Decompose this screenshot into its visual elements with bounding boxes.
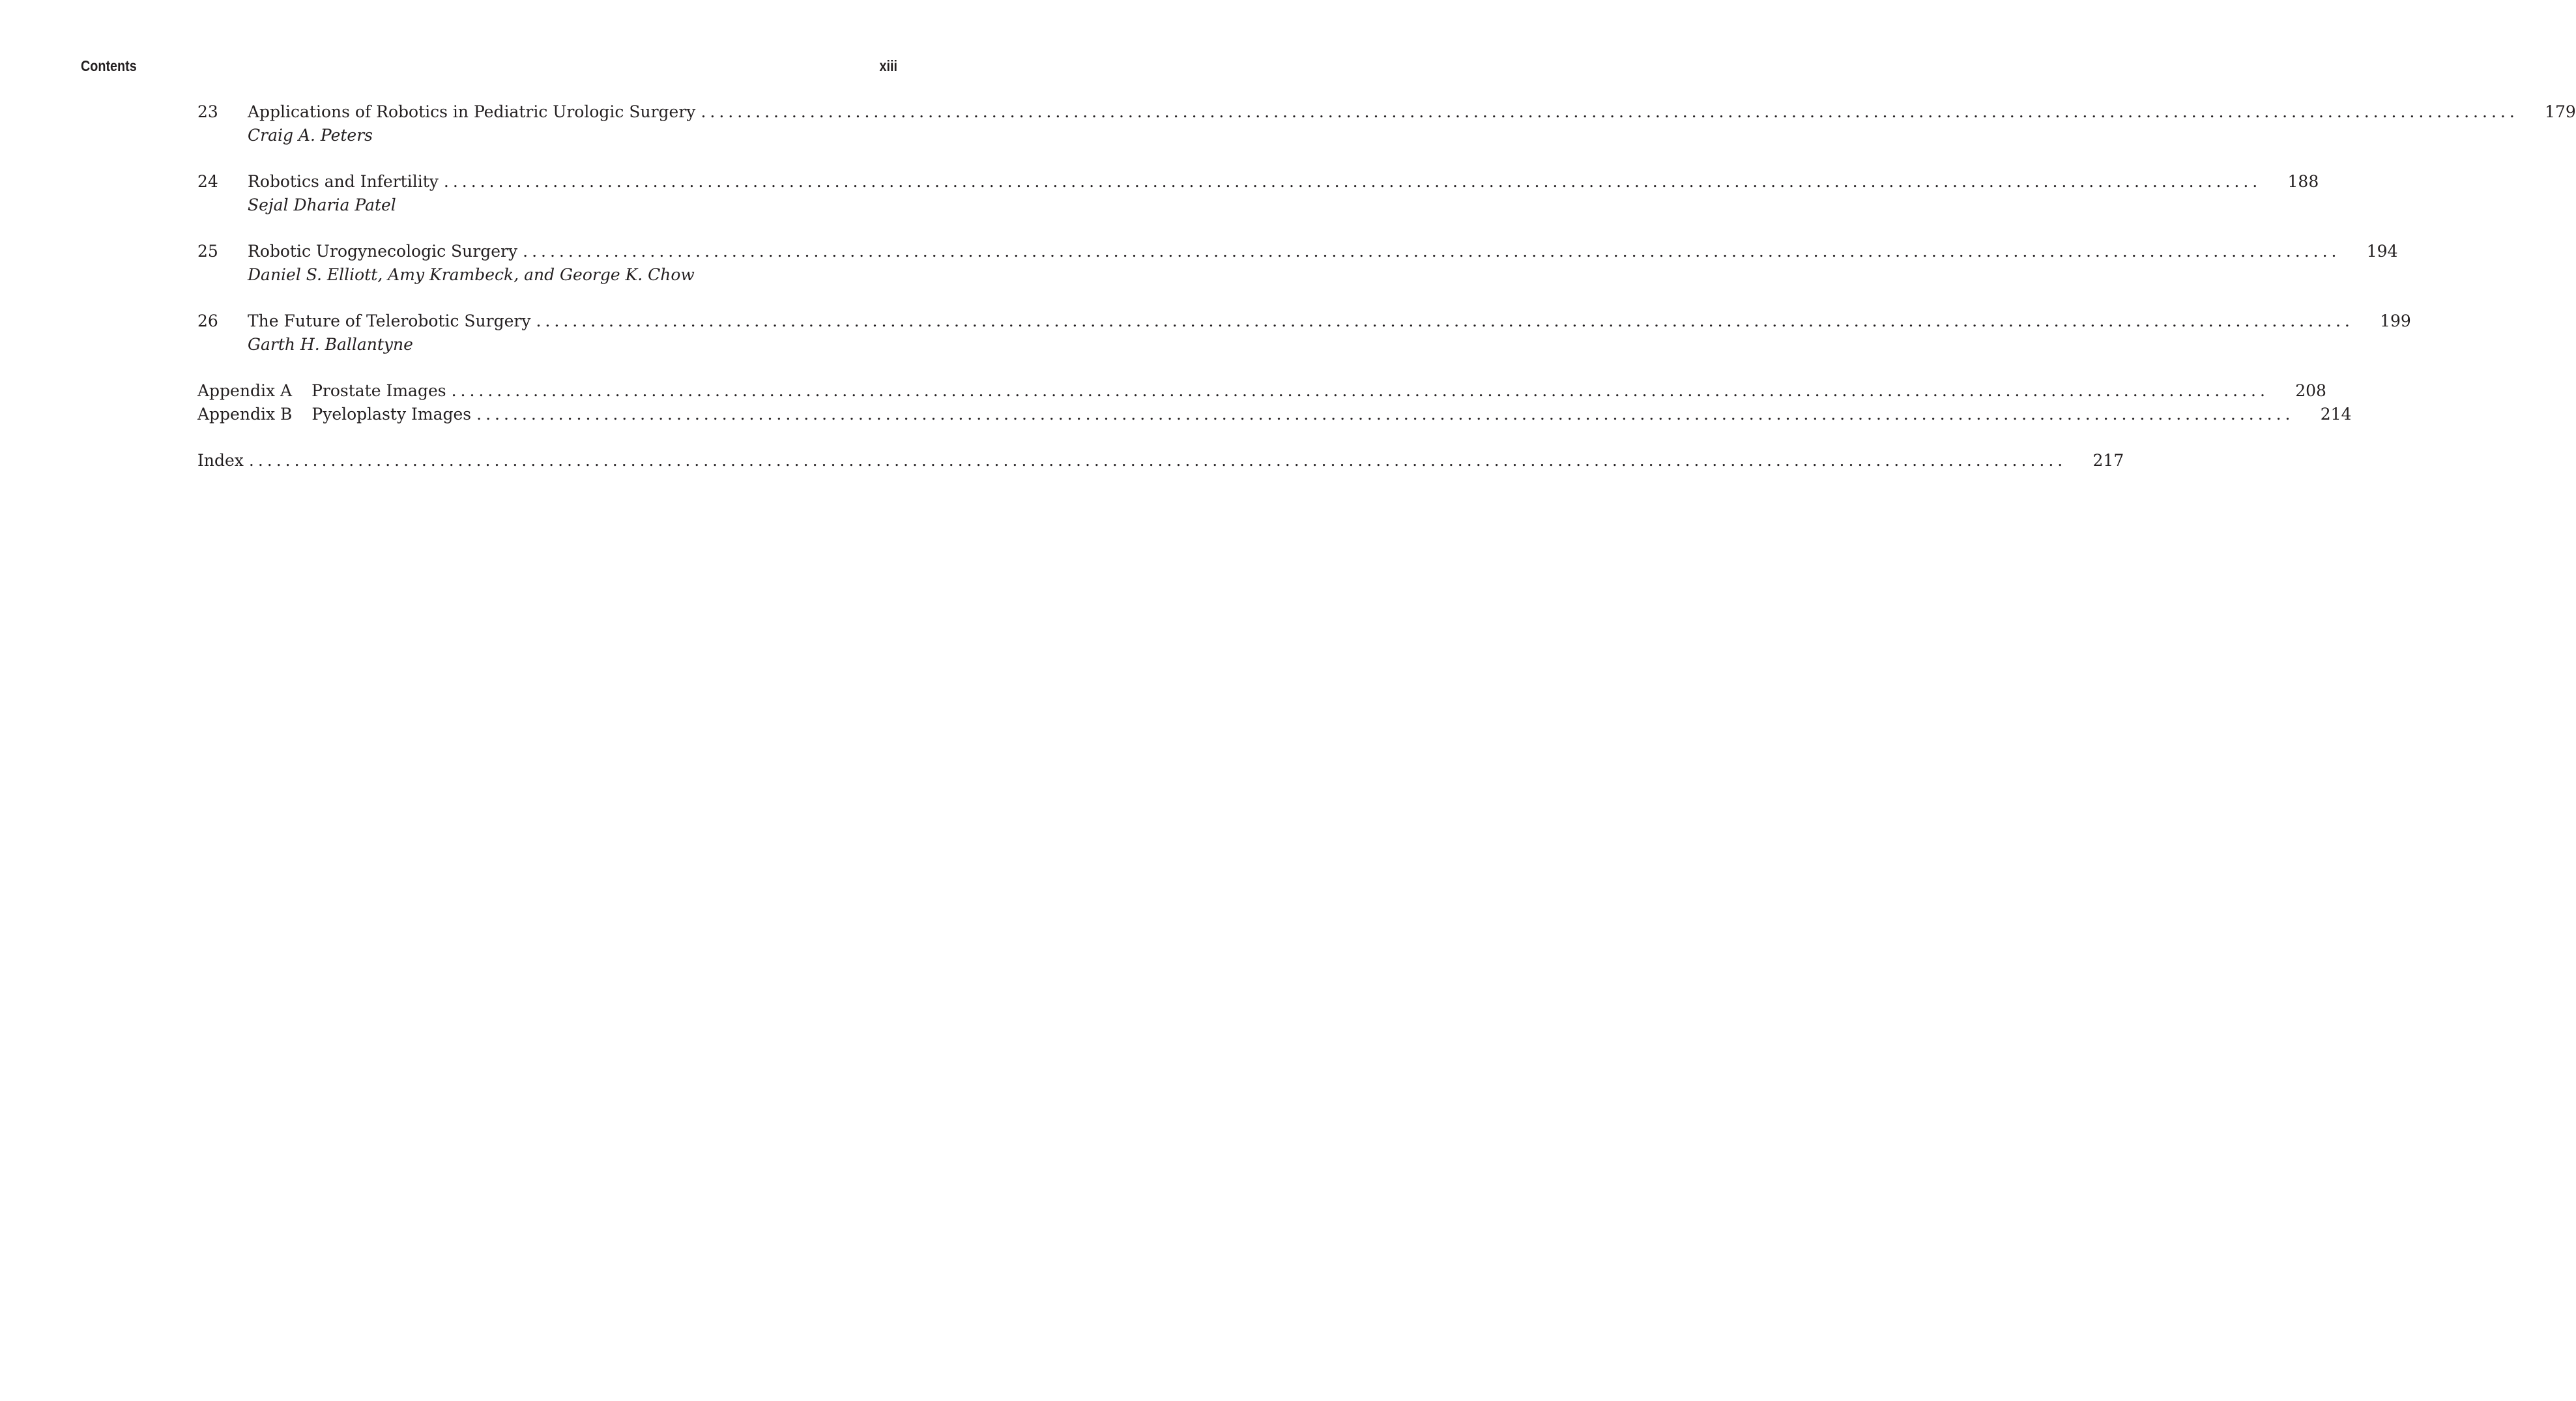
running-head-page-number: xiii	[879, 57, 898, 74]
toc-chapter-row[interactable]	[197, 100, 2576, 124]
index-title: Index	[197, 449, 249, 472]
chapter-number: 23	[197, 102, 218, 121]
chapter-page-number: 194	[2366, 242, 2398, 261]
dot-leader: ........................................................................................................................................................................................................	[536, 311, 2354, 330]
appendix-page-number: 214	[2320, 405, 2352, 424]
appendix-title: Prostate Images	[311, 379, 452, 403]
dot-leader: ........................................................................................................................................................................................................	[248, 451, 2067, 470]
appendix-title: Pyeloplasty Images	[311, 403, 476, 426]
chapter-page-number: 179	[2545, 102, 2576, 121]
chapter-authors: Garth H. Ballantyne	[248, 335, 413, 354]
dot-leader: ........................................................................................................................................................................................................	[701, 102, 2519, 121]
toc-appendix-row[interactable]	[197, 403, 2352, 426]
appendix-label: Appendix A	[197, 381, 293, 400]
toc-chapter-row[interactable]	[197, 170, 2319, 194]
table-of-contents	[197, 100, 2576, 472]
chapter-title: Applications of Robotics in Pediatric Urologic Surgery	[248, 100, 701, 124]
chapter-authors: Craig A. Peters	[248, 126, 373, 145]
dot-leader: ........................................................................................................................................................................................................	[443, 172, 2262, 191]
toc-chapter-entry	[197, 240, 2398, 287]
toc-chapter-row[interactable]	[197, 240, 2398, 263]
dot-leader: ........................................................................................................................................................................................................	[476, 405, 2294, 424]
chapter-page-number: 188	[2287, 172, 2319, 191]
toc-index-row[interactable]	[197, 449, 2124, 472]
chapter-page-number: 199	[2380, 311, 2411, 330]
chapter-authors: Sejal Dharia Patel	[248, 195, 396, 214]
chapter-title: The Future of Telerobotic Surgery	[248, 310, 536, 333]
toc-chapter-entry	[197, 310, 2411, 356]
chapter-number: 25	[197, 242, 218, 261]
running-head-section: Contents	[81, 57, 137, 74]
toc-chapter-entry	[197, 170, 2319, 217]
toc-chapter-entry	[197, 100, 2576, 147]
chapter-title: Robotics and Infertility	[248, 170, 444, 194]
dot-leader: ........................................................................................................................................................................................................	[451, 381, 2269, 400]
chapter-number: 24	[197, 172, 218, 191]
index-page-number: 217	[2092, 451, 2124, 470]
toc-appendix-row[interactable]	[197, 379, 2326, 403]
appendix-label: Appendix B	[197, 405, 293, 424]
chapter-authors: Daniel S. Elliott, Amy Krambeck, and George K. Chow	[248, 265, 695, 284]
dot-leader: ........................................................................................................................................................................................................	[523, 242, 2341, 261]
toc-appendices	[197, 379, 2352, 426]
appendix-page-number: 208	[2295, 381, 2326, 400]
toc-chapter-row[interactable]	[197, 310, 2411, 333]
running-head	[81, 57, 898, 78]
chapter-title: Robotic Urogynecologic Surgery	[248, 240, 523, 263]
chapter-number: 26	[197, 311, 218, 330]
